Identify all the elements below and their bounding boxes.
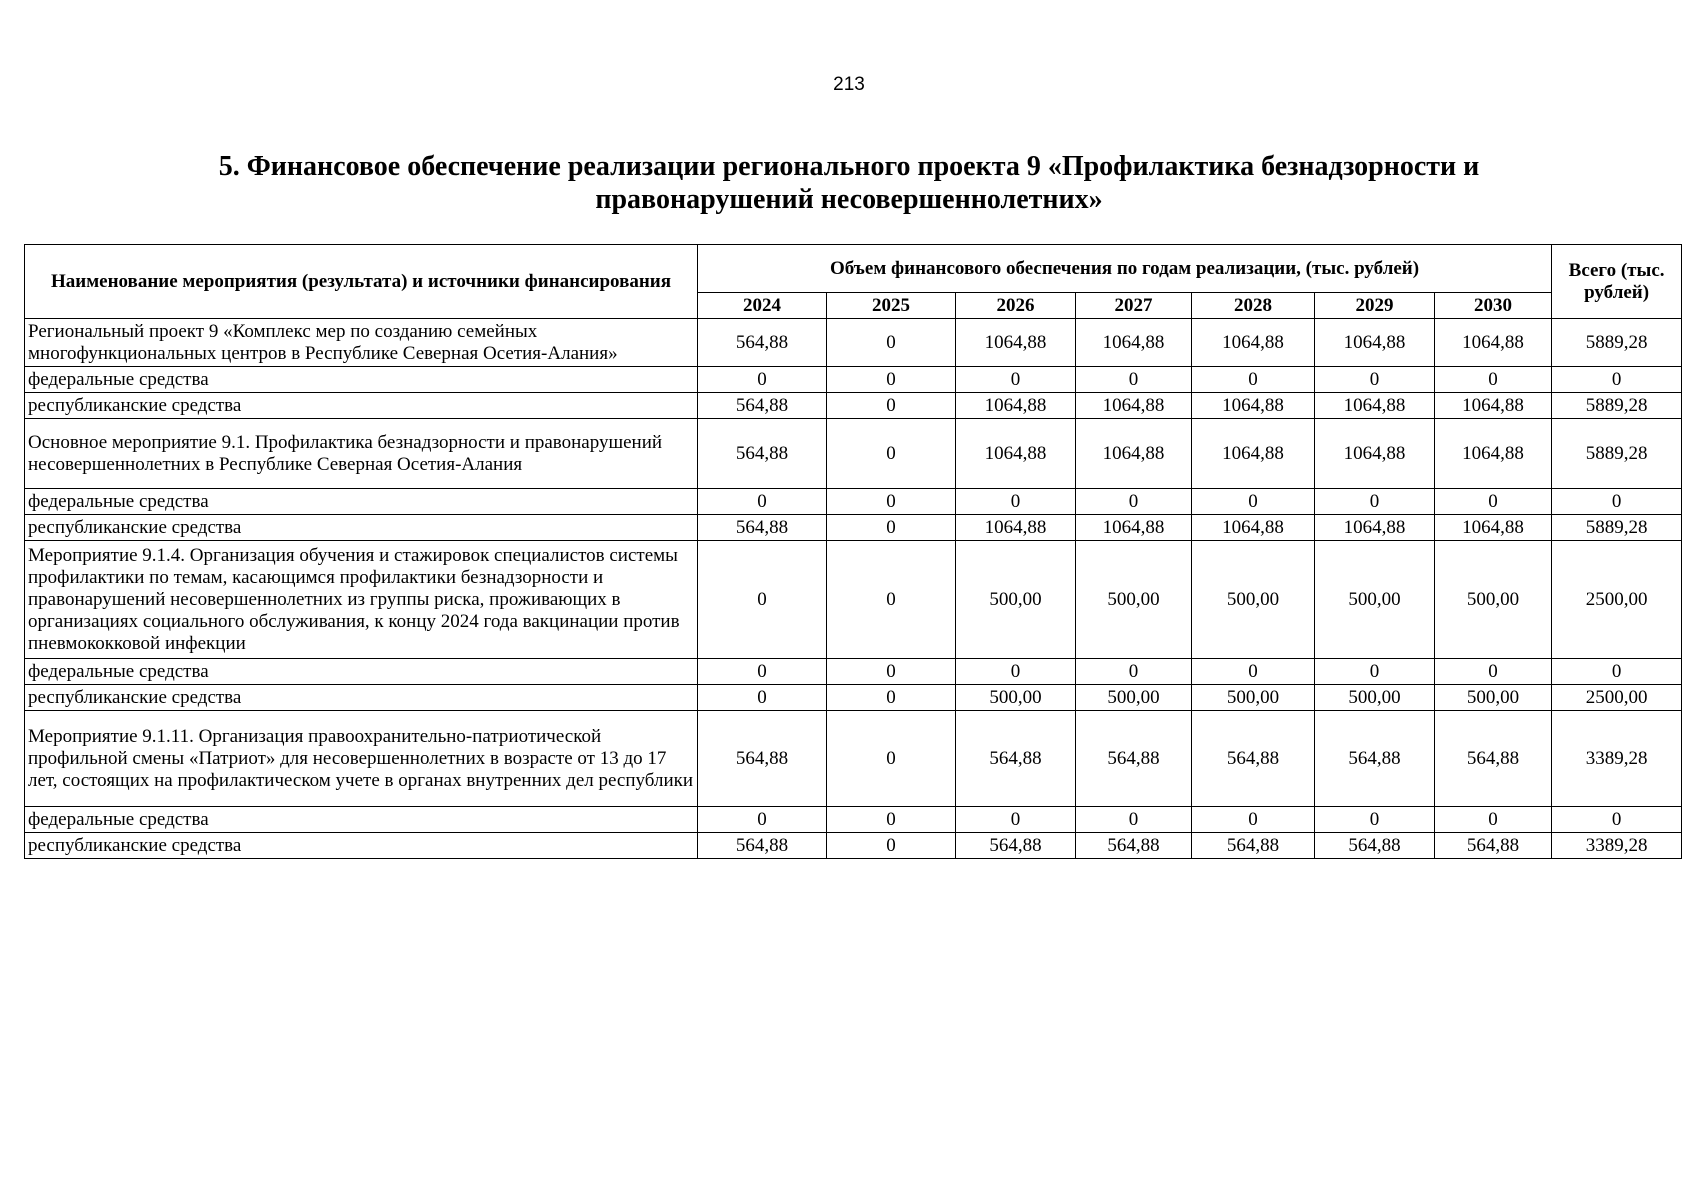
value-cell: 1064,88	[1076, 393, 1192, 419]
table-row	[25, 367, 1682, 393]
total-cell: 2500,00	[1552, 541, 1682, 659]
value-cell: 564,88	[1435, 711, 1552, 807]
value-cell: 0	[1192, 367, 1315, 393]
value-cell: 1064,88	[1435, 319, 1552, 367]
value-cell: 0	[1192, 489, 1315, 515]
value-cell: 500,00	[1076, 685, 1192, 711]
total-cell: 2500,00	[1552, 685, 1682, 711]
value-cell: 1064,88	[1315, 419, 1435, 489]
value-cell: 0	[1076, 807, 1192, 833]
total-cell: 0	[1552, 807, 1682, 833]
value-cell: 564,88	[1076, 711, 1192, 807]
value-cell: 564,88	[698, 393, 827, 419]
header-year-6: 2030	[1435, 293, 1552, 319]
row-name-cell: Мероприятие 9.1.11. Организация правоохранительно-патриотической профильной смены «Патриот» для несовершеннолетних в возрасте от 13 до 17 лет, состоящих на профилактическом учете в органах внутренних дел республики	[25, 711, 698, 807]
value-cell: 0	[1192, 807, 1315, 833]
value-cell: 564,88	[698, 833, 827, 859]
value-cell: 1064,88	[1435, 515, 1552, 541]
table-row	[25, 541, 1682, 659]
value-cell: 0	[698, 685, 827, 711]
table-row	[25, 685, 1682, 711]
row-name-cell: федеральные средства	[25, 659, 698, 685]
value-cell: 0	[827, 541, 956, 659]
total-cell: 5889,28	[1552, 319, 1682, 367]
value-cell: 0	[956, 367, 1076, 393]
value-cell: 0	[1076, 659, 1192, 685]
header-year-5: 2029	[1315, 293, 1435, 319]
value-cell: 1064,88	[956, 319, 1076, 367]
total-cell: 0	[1552, 489, 1682, 515]
value-cell: 1064,88	[956, 419, 1076, 489]
table-row	[25, 659, 1682, 685]
value-cell: 1064,88	[956, 515, 1076, 541]
value-cell: 564,88	[1315, 833, 1435, 859]
value-cell: 564,88	[1315, 711, 1435, 807]
value-cell: 0	[827, 833, 956, 859]
table-row	[25, 489, 1682, 515]
value-cell: 1064,88	[1192, 419, 1315, 489]
page-number: 213	[833, 74, 865, 95]
value-cell: 0	[827, 319, 956, 367]
value-cell: 0	[698, 807, 827, 833]
value-cell: 0	[956, 659, 1076, 685]
total-cell: 3389,28	[1552, 833, 1682, 859]
value-cell: 1064,88	[1315, 515, 1435, 541]
value-cell: 0	[1315, 367, 1435, 393]
header-year-0: 2024	[698, 293, 827, 319]
table-row	[25, 515, 1682, 541]
value-cell: 500,00	[956, 541, 1076, 659]
value-cell: 0	[827, 659, 956, 685]
value-cell: 500,00	[1315, 541, 1435, 659]
header-year-2: 2026	[956, 293, 1076, 319]
total-cell: 0	[1552, 367, 1682, 393]
value-cell: 1064,88	[1192, 319, 1315, 367]
value-cell: 1064,88	[956, 393, 1076, 419]
value-cell: 0	[1076, 489, 1192, 515]
value-cell: 0	[827, 367, 956, 393]
value-cell: 564,88	[956, 711, 1076, 807]
value-cell: 1064,88	[1435, 419, 1552, 489]
value-cell: 500,00	[1076, 541, 1192, 659]
value-cell: 1064,88	[1435, 393, 1552, 419]
row-name-cell: федеральные средства	[25, 489, 698, 515]
table-row	[25, 807, 1682, 833]
value-cell: 0	[827, 419, 956, 489]
table-row	[25, 419, 1682, 489]
total-cell: 3389,28	[1552, 711, 1682, 807]
value-cell: 0	[1435, 807, 1552, 833]
value-cell: 0	[827, 807, 956, 833]
header-year-1: 2025	[827, 293, 956, 319]
row-name-cell: Мероприятие 9.1.4. Организация обучения и стажировок специалистов системы профилактики по темам, касающимся профилактики безнадзорности и правонарушений несовершеннолетних из группы риска, проживающих в организациях социального обслуживания, к концу 2024 года вакцинации против пневмококковой инфекции	[25, 541, 698, 659]
value-cell: 1064,88	[1076, 515, 1192, 541]
total-cell: 5889,28	[1552, 393, 1682, 419]
value-cell: 564,88	[1192, 833, 1315, 859]
header-year-3: 2027	[1076, 293, 1192, 319]
value-cell: 0	[1435, 367, 1552, 393]
value-cell: 500,00	[1315, 685, 1435, 711]
value-cell: 564,88	[1435, 833, 1552, 859]
header-year-4: 2028	[1192, 293, 1315, 319]
value-cell: 0	[956, 807, 1076, 833]
value-cell: 0	[1315, 807, 1435, 833]
value-cell: 500,00	[1435, 685, 1552, 711]
value-cell: 1064,88	[1192, 393, 1315, 419]
table-row	[25, 833, 1682, 859]
value-cell: 0	[1435, 659, 1552, 685]
total-cell: 5889,28	[1552, 515, 1682, 541]
row-name-cell: федеральные средства	[25, 367, 698, 393]
value-cell: 0	[1076, 367, 1192, 393]
value-cell: 0	[698, 659, 827, 685]
value-cell: 500,00	[1192, 685, 1315, 711]
row-name-cell: республиканские средства	[25, 515, 698, 541]
value-cell: 564,88	[956, 833, 1076, 859]
row-name-cell: республиканские средства	[25, 393, 698, 419]
table-row	[25, 393, 1682, 419]
value-cell: 0	[827, 489, 956, 515]
value-cell: 0	[956, 489, 1076, 515]
value-cell: 500,00	[956, 685, 1076, 711]
value-cell: 0	[1192, 659, 1315, 685]
section-title-line-2: правонарушений несовершеннолетних»	[595, 184, 1103, 215]
header-total-column: Всего (тыс. рублей)	[1552, 245, 1682, 319]
section-title	[0, 150, 1698, 216]
value-cell: 500,00	[1192, 541, 1315, 659]
total-cell: 0	[1552, 659, 1682, 685]
row-name-cell: Региональный проект 9 «Комплекс мер по созданию семейных многофункциональных центров в Республике Северная Осетия-Алания»	[25, 319, 698, 367]
value-cell: 0	[827, 685, 956, 711]
value-cell: 564,88	[698, 515, 827, 541]
value-cell: 500,00	[1435, 541, 1552, 659]
table-row	[25, 711, 1682, 807]
value-cell: 0	[698, 541, 827, 659]
value-cell: 564,88	[1076, 833, 1192, 859]
row-name-cell: Основное мероприятие 9.1. Профилактика безнадзорности и правонарушений несовершеннолетних в Республике Северная Осетия-Алания	[25, 419, 698, 489]
row-name-cell: республиканские средства	[25, 685, 698, 711]
value-cell: 0	[1315, 659, 1435, 685]
financing-table	[24, 244, 1682, 859]
value-cell: 0	[1315, 489, 1435, 515]
value-cell: 0	[827, 515, 956, 541]
value-cell: 1064,88	[1076, 419, 1192, 489]
header-volume-column: Объем финансового обеспечения по годам реализации, (тыс. рублей)	[698, 245, 1552, 293]
row-name-cell: федеральные средства	[25, 807, 698, 833]
value-cell: 0	[698, 489, 827, 515]
header-name-column: Наименование мероприятия (результата) и источники финансирования	[25, 245, 698, 319]
value-cell: 1064,88	[1315, 393, 1435, 419]
value-cell: 564,88	[698, 419, 827, 489]
value-cell: 0	[827, 393, 956, 419]
row-name-cell: республиканские средства	[25, 833, 698, 859]
value-cell: 564,88	[698, 319, 827, 367]
value-cell: 0	[1435, 489, 1552, 515]
value-cell: 564,88	[698, 711, 827, 807]
value-cell: 1064,88	[1076, 319, 1192, 367]
value-cell: 0	[827, 711, 956, 807]
value-cell: 1064,88	[1315, 319, 1435, 367]
value-cell: 1064,88	[1192, 515, 1315, 541]
section-title-line-1: 5. Финансовое обеспечение реализации регионального проекта 9 «Профилактика безнадзорности и	[218, 151, 1480, 182]
value-cell: 564,88	[1192, 711, 1315, 807]
total-cell: 5889,28	[1552, 419, 1682, 489]
table-row	[25, 319, 1682, 367]
value-cell: 0	[698, 367, 827, 393]
